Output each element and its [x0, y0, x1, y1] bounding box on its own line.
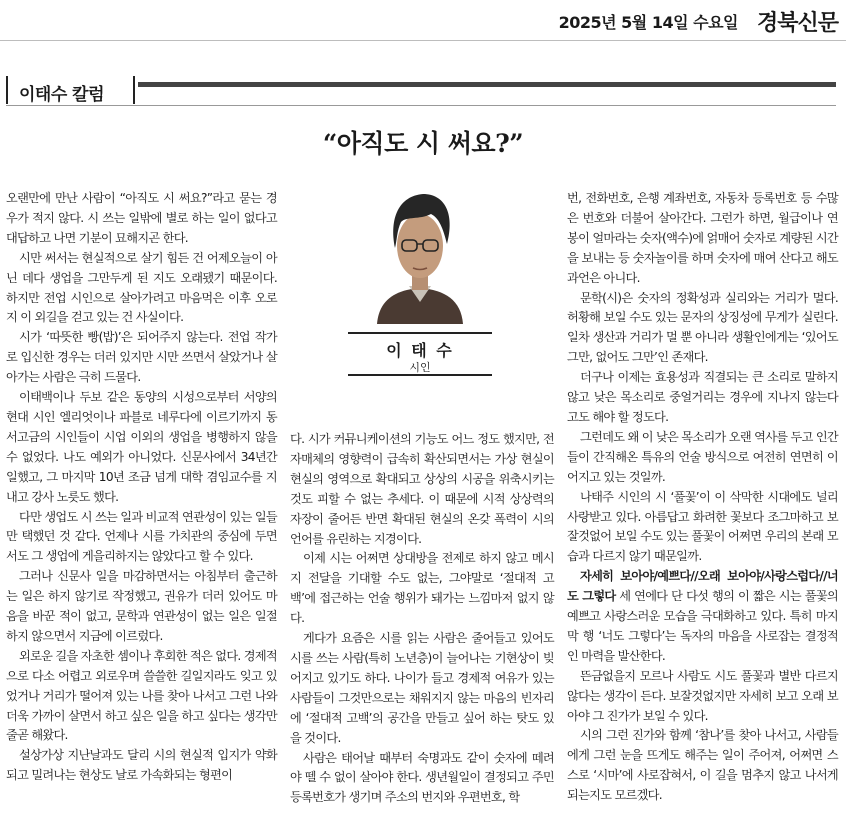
banner-rule: [138, 82, 836, 87]
author-box: [348, 188, 492, 376]
paragraph: 이제 시는 어쩌면 상대방을 전제로 하지 않고 메시지 전달을 기대할 수도 없는, 그야말로 ‘절대적 고백’에 접근하는 언술 행위가 돼가는 느낌마저 없지 않다.: [290, 551, 554, 626]
paragraph: 시가 ‘따뜻한 빵(밥)’은 되어주지 않는다. 전업 작가로 입신한 경우는 더러 있지만 시만 쓰면서 살았거나 살아가는 사람은 극히 드물다.: [6, 330, 277, 385]
paragraph: 시의 그런 진가와 함께 ‘참나’를 찾아 나서고, 사람들에게 그런 눈을 뜨게도 해주는 일이 주어져, 어쩌면 스스로 ‘시마’에 사로잡혀서, 이 길을 멈추지 않고 나서게 되는지도 모르겠다.: [567, 728, 838, 803]
author-rule-bottom: [348, 374, 492, 376]
column-banner: [6, 72, 836, 106]
author-role: 시인: [409, 361, 431, 374]
author-name: 이 태 수: [386, 341, 454, 360]
banner-right-bar: [133, 76, 135, 104]
paragraph: 그런데도 왜 이 낮은 목소리가 오랜 역사를 두고 인간들이 간직해온 특유의 언술 방식으로 여전히 연면히 이어지고 있는 것일까.: [567, 429, 838, 484]
paragraph: 설상가상 지난날과도 달리 시의 현실적 입지가 약화되고 밀려나는 현상도 날로 가속화되는 형편이: [6, 748, 277, 783]
masthead: [0, 0, 846, 40]
masthead-divider: [0, 40, 846, 41]
paragraph: 문학(시)은 숫자의 정확성과 실리와는 거리가 멀다. 허황해 보일 수도 있는 문자의 상징성에 무게가 실린다. 일차 생산과 거리가 멀 뿐 아니라 생활인에게는 ‘있어도 그만, 없어도 그만’인 존재다.: [567, 290, 838, 365]
paragraph: 다. 시가 커뮤니케이션의 기능도 어느 정도 했지만, 전자매체의 영향력이 급속히 확산되면서는 가상 현실이 현실의 영역으로 확대되고 상상의 시공을 위축시키는 것도 피할 수 없는 추세다. 이 때문에 시적 상상력의 자장이 줄어든 반면 확대된 현실의 온갖 폭력이 시의 언어를 유린하는 지경이다.: [290, 432, 554, 546]
article-column-3: [567, 189, 838, 806]
paragraph: [567, 567, 838, 667]
paragraph: 오랜만에 만난 사람이 “아직도 시 써요?”라고 묻는 경우가 적지 않다. 시 쓰는 일밖에 별로 하는 일이 없다고 대답하고 나면 기분이 묘해지곤 한다.: [6, 191, 277, 245]
poem-quote: 자세히 보아야/예쁘다//오래 보아야/사랑스럽다//너도 그렇다: [567, 569, 838, 604]
paragraph: 뜬금없을지 모르나 사람도 시도 풀꽃과 별반 다르지 않다는 생각이 든다. 보잘것없지만 자세히 보고 오래 보아야 그 진가가 보일 수 있다.: [567, 668, 838, 723]
article-column-1: [6, 189, 277, 786]
issue-date: 2025년 5월 14일 수요일: [558, 13, 738, 32]
article-headline: “아직도 시 써요?”: [322, 129, 524, 158]
column-name: 이태수 칼럼: [19, 85, 105, 105]
paragraph-text: 세 연에다 단 다섯 행의 이 짧은 시는 풀꽃의 예쁘고 사랑스러운 모습을 극대화하고 있다. 특히 마지막 행 ‘너도 그렇다’는 독자의 마음을 사로잡는 결정적인 마력을 발산한다.: [567, 589, 838, 663]
banner-left-bar: [6, 76, 8, 104]
paragraph: 그러나 신문사 일을 마감하면서는 아침부터 출근하는 일은 하지 않기로 작정했고, 권유가 더러 있어도 마음을 바꾼 적이 없고, 문학과 연관성이 없는 일은 일절 하지 않으면서 지금에 이르렀다.: [6, 569, 277, 643]
banner-underline: [6, 105, 836, 106]
paragraph: 시만 써서는 현실적으로 살기 힘든 건 어제오늘이 아닌 데다 생업을 그만두게 된 지도 오래됐기 때문이다. 하지만 전업 시인으로 살아가려고 마음먹은 이후 오로지 이 외길을 걷고 있는 건 사실이다.: [6, 250, 277, 325]
paragraph: 이태백이나 두보 같은 동양의 시성으로부터 서양의 현대 시인 엘리엇이나 파블로 네루다에 이르기까지 동서고금의 시인들이 시업 이외의 생업을 병행하지 않을 수 없었다. 나도 예외가 아니었다. 신문사에서 34년간 일했고, 그 마지막 10년 조금 넘게 대학 겸임교수를 지내고 강사 노릇도 했다.: [6, 390, 277, 504]
paragraph: 나태주 시인의 시 ‘풀꽃’이 이 삭막한 시대에도 널리 사랑받고 있다. 아름답고 화려한 꽃보다 조그마하고 보잘것없어 보일 수도 있는 풀꽃이 어쩌면 우리의 본래 모습과 다르지 않기 때문일까.: [567, 489, 838, 564]
article-column-2: [290, 430, 554, 808]
author-rule-top: [348, 332, 492, 334]
paragraph: 사람은 태어날 때부터 숙명과도 같이 숫자에 떼려야 뗄 수 없이 살아야 한다. 생년월일이 결정되고 주민등록번호가 생기며 주소의 번지와 우편번호, 학: [290, 750, 554, 805]
author-photo: [373, 188, 467, 324]
paragraph: 외로운 길을 자초한 셈이나 후회한 적은 없다. 경제적으로 다소 어렵고 외로우며 쓸쓸한 길일지라도 잊고 있었거나 거리가 떨어져 있는 나를 찾아 나서고 그런 나와 더욱 가까이 살면서 하고 싶은 일을 하고 싶다는 생각만 줄곧 해왔다.: [6, 648, 277, 743]
paragraph: 번, 전화번호, 은행 계좌번호, 자동차 등록번호 등 수많은 번호와 더불어 살아간다. 그런가 하면, 월급이나 연봉이 얼마라는 숫자(액수)에 얽매어 숫자로 계량된 시간을 보내는 등 숫자놀이를 하며 숫자에 매여 산다고 해도 과언은 아니다.: [567, 191, 838, 285]
newspaper-logo: 경북신문: [756, 11, 838, 36]
paragraph: 다만 생업도 시 쓰는 일과 비교적 연관성이 있는 일들만 택했던 것 같다. 언제나 시를 가치관의 중심에 두면서도 그 생업에 게을리하지는 않았다고 할 수 있다.: [6, 509, 277, 564]
paragraph: 게다가 요즘은 시를 읽는 사람은 줄어들고 있어도 시를 쓰는 사람(특히 노년층)이 늘어나는 기현상이 빚어지고 있기도 하다. 나이가 들고 경제적 여유가 있는 사람들이 그것만으로는 채워지지 않는 마음의 빈자리에 ‘절대적 고백’의 공간을 만들고 싶어 하는 탓도 있을 것이다.: [290, 631, 554, 745]
paragraph: 더구나 이제는 효용성과 직결되는 큰 소리로 말하지 않고 낮은 목소리로 중얼거리는 경우에 지나지 않는다고도 해야 할 정도다.: [567, 370, 838, 424]
